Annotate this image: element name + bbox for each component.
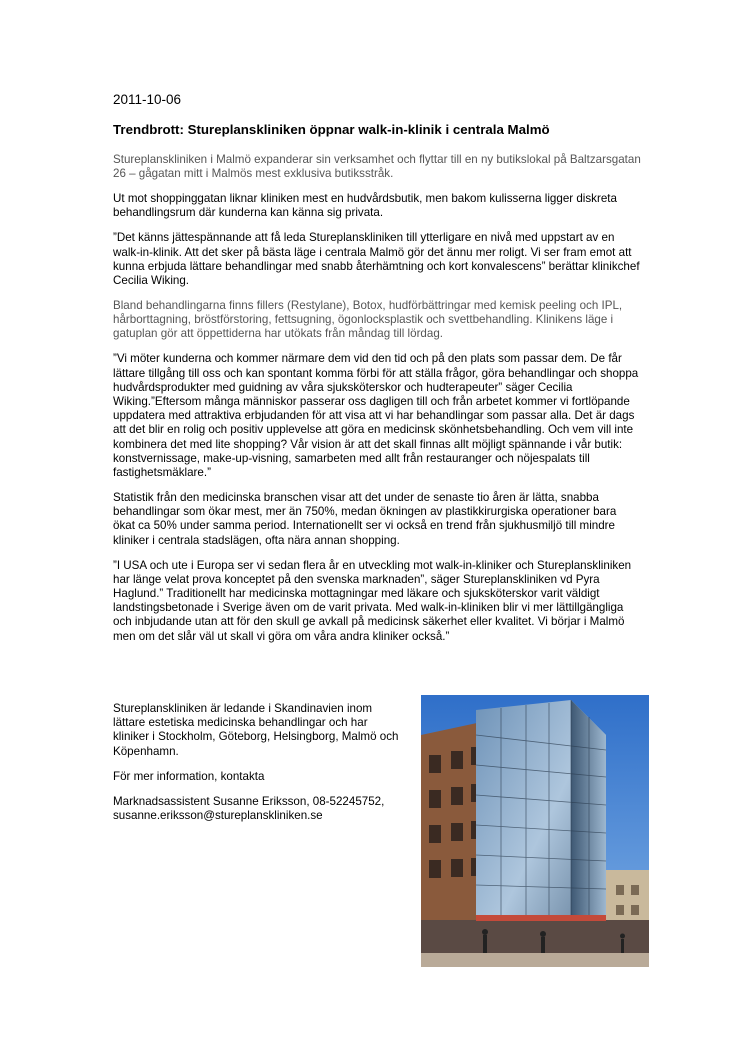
headline: Trendbrott: Stureplanskliniken öppnar walk-in-klinik i centrala Malmö [113, 122, 550, 137]
about-section [113, 702, 403, 834]
quote-paragraph: ”Vi möter kunderna och kommer närmare dem vid den tid och på den plats som passar dem. De får lättare tillgång till oss och kan spontant komma förbi för att ställa frågor, göra behandlingar och shoppa hudvårdsprodukter med guidning av våra sjuksköterskor och hudterapeuter” säger Cecilia Wiking.”Eftersom många människor passerar oss dagligen till och från arbetet kommer vi fortlöpande uppdatera med attraktiva erbjudanden för att visa att vi har behandlingar som passar alla. Det är dags att det blir en rolig och positiv upplevelse att göra en medicinsk skönhetsbehandling. Och vem vill inte kombinera det med lite shopping? Vår vision är att det skall finnas allt möjligt spännande i vår butik: konstvernissage, make-up-visning, samarbeten med allt från restauranger och nöjespalats till fastighetsmäklare.” [113, 352, 639, 480]
article-body [113, 153, 641, 655]
statistics-paragraph: Statistik från den medicinska branschen visar att det under de senaste tio åren är lätta, snabba behandlingar som ökar mest, mer än 750%, medan ökningen av plastikkirurgiska operationer bara ökat ca 50% under samma period. Internationellt ser vi också en trend från sjukhusmiljö till mindre kliniker i centrala stadslägen, ofta nära annan shopping. [113, 491, 617, 547]
lead-paragraph: Stureplanskliniken i Malmö expanderar sin verksamhet och flyttar till en ny butikslokal på Baltzarsgatan 26 – gågatan mitt i Malmös mest exklusiva butiksstråk. [113, 153, 641, 181]
contact-details [113, 795, 403, 823]
contact-intro: För mer information, kontakta [113, 769, 265, 783]
treatments-paragraph: Bland behandlingarna finns fillers (Restylane), Botox, hudförbättringar med kemisk peeling och IPL, hårborttagning, bröstförstoring, fettsugning, ögonlocksplastik och svettbehandling. Klinikens läge i gatuplan gör att öppettiderna har utökats från måndag till lördag. [113, 299, 623, 341]
contact-email: susanne.eriksson@stureplanskliniken.se [113, 809, 323, 823]
quote-paragraph: ”Det känns jättespännande att få leda Stureplanskliniken till ytterligare en nivå med uppstart av en walk-in-klinik. Att det sker på bästa läge i centrala Malmö gör det ännu mer roligt. Vi ser fram emot att kunna erbjuda lättare behandlingar med snabb återhämtning och kort konvalescens” berättar klinikchef Cecilia Wiking. [113, 231, 640, 288]
building-photo-icon [421, 695, 649, 967]
building-photo [421, 695, 649, 967]
contact-name: Marknadsassistent Susanne Eriksson, 08-52245752, [113, 795, 385, 809]
release-date: 2011-10-06 [113, 92, 182, 107]
body-paragraph: Ut mot shoppinggatan liknar kliniken mest en hudvårdsbutik, men bakom kulisserna ligger diskreta behandlingsrum där kunderna kan känna sig privata. [113, 192, 617, 220]
quote-paragraph: ”I USA och ute i Europa ser vi sedan flera år en utveckling mot walk-in-kliniker och Stureplanskliniken har länge velat prova konceptet på den svenska marknaden”, säger Stureplanskliniken vd Pyra Haglund.” Traditionellt har medicinska mottagningar med läkare och sjuksköterskor varit väldigt landstingsbetonade i Sverige även om de varit privata. Med walk-in-kliniken blir vi mer lättillgängliga och inbjudande utan att för den skull ge avkall på medicinsk säkerhet eller kvalitet. Vi börjar i Malmö men om det slår väl ut skall vi göra om våra andra kliniker också.” [113, 558, 632, 643]
about-text: Stureplanskliniken är ledande i Skandinavien inom lättare estetiska medicinska behandlingar och har kliniker i Stockholm, Göteborg, Helsingborg, Malmö och Köpenhamn. [113, 702, 399, 758]
